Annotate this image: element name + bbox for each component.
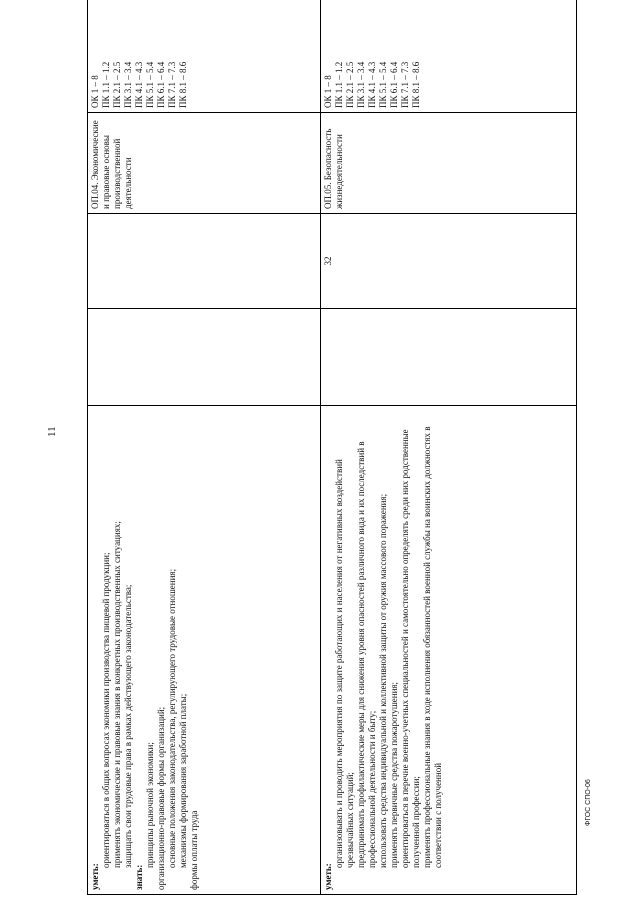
competency-item: ПК 3.1 – 3.4 [122, 61, 133, 108]
rotated-table-container [87, 35, 577, 895]
description-line: применять первичные средства пожаротушения; [389, 681, 400, 868]
competency-item: ПК 7.1 – 7.3 [166, 61, 177, 108]
discipline-cell: ОП.04. Экономические и правовые основы производственной деятельности [88, 113, 321, 214]
competencies-cell [88, 0, 321, 113]
hours-cell [88, 214, 321, 309]
discipline-cell: ОП.05. Безопасность жизнедеятельности [321, 113, 577, 214]
description-line: использовать средства индивидуальной и коллективной защиты от оружия массового поражения; [378, 493, 389, 868]
max-hours-cell [321, 309, 577, 406]
competency-item: ОК 1 – 8 [323, 75, 334, 108]
curriculum-table [87, 0, 577, 895]
footer-code: ФГОС СПО-06 [585, 779, 592, 826]
competency-item: ПК 5.1 – 5.4 [144, 61, 155, 108]
description-cell [321, 406, 577, 895]
competency-item: ПК 3.1 – 3.4 [356, 61, 367, 108]
table-row-op05 [321, 0, 577, 895]
page-number: 11 [46, 426, 58, 437]
description-line: применять профессиональные знания в ходе исполнения обязанностей военной службы на воинских должностях в соответствии с полученной [422, 426, 444, 868]
description-line: применять экономические и правовые знания в конкретных производственных ситуациях; [111, 521, 122, 868]
competency-item: ПК 8.1 – 8.6 [177, 61, 188, 108]
description-cell [88, 406, 321, 895]
competency-item: ОК 1 – 8 [90, 75, 100, 108]
hours-cell: 32 [321, 214, 577, 309]
description-line: уметь: [323, 863, 334, 890]
table-row-op04 [88, 0, 321, 895]
description-line: ориентироваться в общих вопросах экономики производства пищевой продукции; [100, 552, 111, 868]
description-line: принципы рыночной экономики; [144, 742, 155, 868]
competency-item: ПК 6.1 – 6.4 [389, 61, 400, 108]
description-line: организационно-правовые формы организаций; [155, 706, 166, 890]
competency-item: ПК 2.1 – 2.5 [111, 61, 122, 108]
competency-item: ПК 7.1 – 7.3 [400, 61, 411, 108]
description-line: механизмы формирования заработной платы; [177, 693, 188, 868]
max-hours-cell [88, 309, 321, 406]
competency-item: ПК 6.1 – 6.4 [155, 61, 166, 108]
competency-item: ПК 4.1 – 4.3 [133, 61, 144, 108]
competencies-cell [321, 0, 577, 113]
description-line: предпринимать профилактические меры для снижения уровня опасностей различного вида и их последствий в профессиональной деятельности и быту; [356, 441, 378, 868]
description-line: основные положения законодательства, регулирующего трудовые отношения; [166, 568, 177, 868]
description-line: организовывать и проводить мероприятия по защите работающих и населения от негативных воздействий чрезвычайных ситуаций; [334, 459, 356, 868]
competency-item: ПК 8.1 – 8.6 [411, 61, 422, 108]
competency-item: ПК 4.1 – 4.3 [367, 61, 378, 108]
competency-item: ПК 1.1 – 1.2 [334, 61, 345, 108]
competency-item: ПК 5.1 – 5.4 [378, 61, 389, 108]
description-line: ориентироваться в перечне военно-учетных специальностей и самостоятельно определять среди них родственные полученной профессии; [400, 429, 422, 868]
competency-item: ПК 2.1 – 2.5 [345, 61, 356, 108]
description-line: знать: [133, 864, 144, 890]
competency-item: ПК 1.1 – 1.2 [100, 61, 111, 108]
description-line: защищать свои трудовые права в рамках действующего законодательства; [122, 584, 133, 868]
description-line: уметь: [90, 863, 100, 890]
description-line: формы оплаты труда [188, 810, 199, 890]
